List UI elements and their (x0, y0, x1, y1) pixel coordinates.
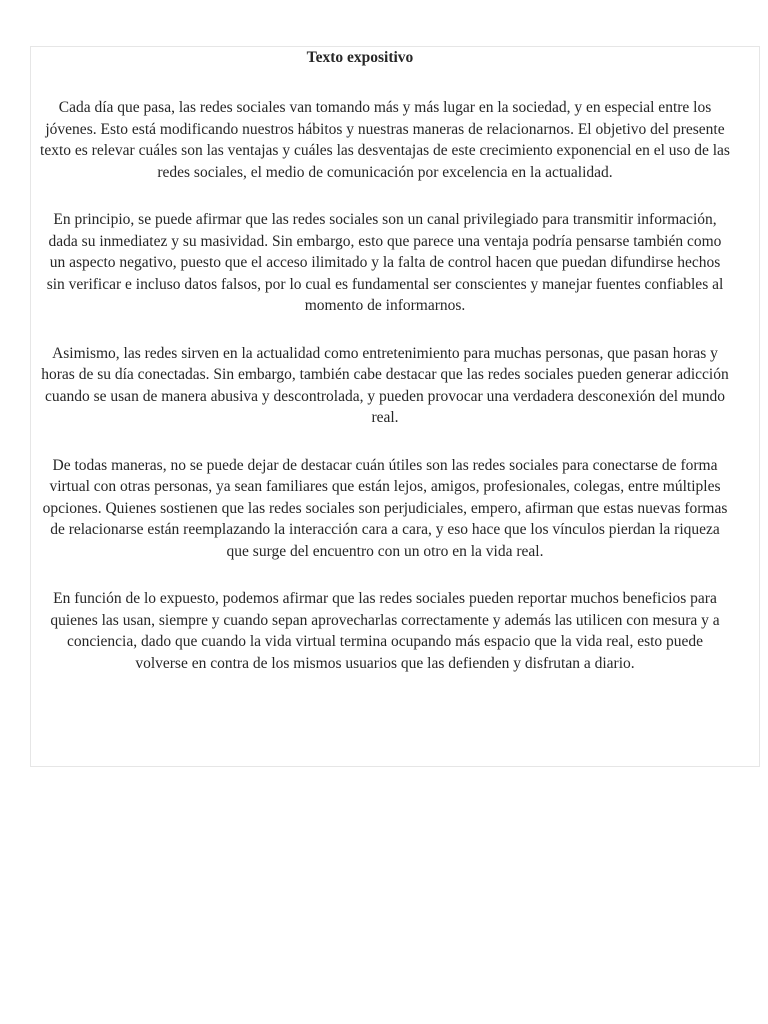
document-title: Texto expositivo (306, 49, 414, 66)
paragraph-entertainment: Asimismo, las redes sirven en la actualidad como entretenimiento para muchas personas, que pasan horas y horas de su día conectadas. Sin embargo, también cabe destacar que las redes sociales pueden generar adicción cuando se usan de manera abusiva y descontrolada, y pueden provocar una verdadera desconexión del mundo real. (41, 344, 729, 426)
paragraph-intro: Cada día que pasa, las redes sociales van tomando más y más lugar en la sociedad, y en especial entre los jóvenes. Esto está modificando nuestros hábitos y nuestras maneras de relacionarnos. El objetivo del presente texto es relevar cuáles son las ventajas y cuáles las desventajas de este crecimiento exponencial en el uso de las redes sociales, el medio de comunicación por excelencia en la actualidad. (40, 99, 730, 181)
paragraph-connection: De todas maneras, no se puede dejar de destacar cuán útiles son las redes sociales para conectarse de forma virtual con otras personas, ya sean familiares que están lejos, amigos, profesionales, colegas, entre múltiples opciones. Quienes sostienen que las redes sociales son perjudiciales, empero, afirman que estas nuevas formas de relacionarse están reemplazando la interacción cara a cara, y eso hace que los vínculos pierdan la riqueza que surge del encuentro con un otro en la vida real. (42, 456, 728, 560)
document-body (40, 97, 730, 674)
paragraph-conclusion: En función de lo expuesto, podemos afirmar que las redes sociales pueden reportar muchos beneficios para quienes las usan, siempre y cuando sepan aprovecharlas correctamente y además las utilicen con mesura y a conciencia, dado que cuando la vida virtual termina ocupando más espacio que la vida real, esto puede volverse en contra de los mismos usuarios que las defienden y disfrutan a diario. (50, 590, 720, 672)
paragraph-information: En principio, se puede afirmar que las redes sociales son un canal privilegiado para transmitir información, dada su inmediatez y su masividad. Sin embargo, esto que parece una ventaja podría pensarse también como un aspecto negativo, puesto que el acceso ilimitado y la falta de control hacen que puedan difundirse hechos sin verificar e incluso datos falsos, por lo cual es fundamental ser conscientes y manejar fuentes confiables al momento de informarnos. (46, 211, 724, 314)
